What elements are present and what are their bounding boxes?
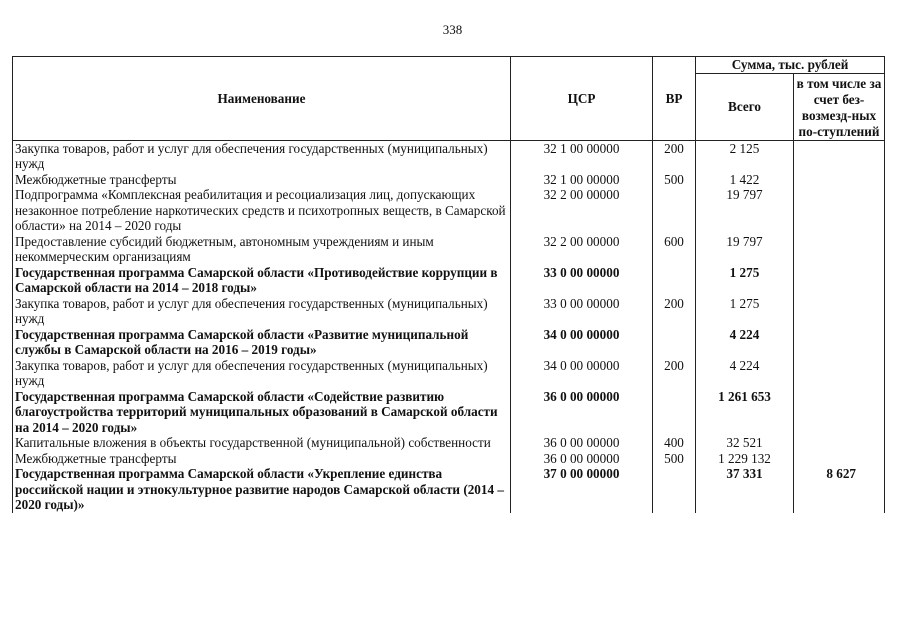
cell-name: Государственная программа Самарской области «Укрепление единства российской нации и этнокультурное развитие народов Самарской области (2014 – 2020 годы)» bbox=[13, 466, 511, 513]
cell-total: 1 261 653 bbox=[696, 389, 794, 436]
cell-free bbox=[794, 435, 885, 451]
cell-free bbox=[794, 265, 885, 296]
cell-free bbox=[794, 172, 885, 188]
header-name: Наименование bbox=[13, 57, 511, 141]
cell-csr: 32 1 00 00000 bbox=[511, 140, 653, 172]
table-row bbox=[13, 435, 885, 451]
cell-total: 32 521 bbox=[696, 435, 794, 451]
cell-name: Государственная программа Самарской области «Содействие развитию благоустройства территорий муниципальных образований в Самарской области на 2014 – 2020 годы» bbox=[13, 389, 511, 436]
cell-total: 1 275 bbox=[696, 265, 794, 296]
page-number: 338 bbox=[442, 22, 463, 37]
cell-vr bbox=[653, 265, 696, 296]
cell-total: 2 125 bbox=[696, 140, 794, 172]
cell-csr: 33 0 00 00000 bbox=[511, 265, 653, 296]
header-sum-group: Сумма, тыс. рублей bbox=[696, 57, 885, 74]
cell-csr: 32 2 00 00000 bbox=[511, 234, 653, 265]
cell-vr: 500 bbox=[653, 172, 696, 188]
cell-name: Межбюджетные трансферты bbox=[13, 172, 511, 188]
cell-free bbox=[794, 296, 885, 327]
table-row bbox=[13, 187, 885, 234]
cell-total: 37 331 bbox=[696, 466, 794, 513]
cell-name: Государственная программа Самарской области «Противодействие коррупции в Самарской области на 2014 – 2018 годы» bbox=[13, 265, 511, 296]
cell-free bbox=[794, 389, 885, 436]
cell-free bbox=[794, 358, 885, 389]
cell-vr: 600 bbox=[653, 234, 696, 265]
header-total: Всего bbox=[696, 73, 794, 140]
cell-csr: 36 0 00 00000 bbox=[511, 451, 653, 467]
cell-vr bbox=[653, 389, 696, 436]
cell-csr: 34 0 00 00000 bbox=[511, 327, 653, 358]
cell-name: Закупка товаров, работ и услуг для обеспечения государственных (муниципальных) нужд bbox=[13, 140, 511, 172]
cell-free bbox=[794, 451, 885, 467]
cell-total: 19 797 bbox=[696, 187, 794, 234]
cell-total: 1 422 bbox=[696, 172, 794, 188]
cell-csr: 36 0 00 00000 bbox=[511, 389, 653, 436]
cell-total: 19 797 bbox=[696, 234, 794, 265]
header-free: в том числе за счет без-возмезд-ных по-ступлений bbox=[794, 73, 885, 140]
table-row bbox=[13, 389, 885, 436]
cell-free bbox=[794, 140, 885, 172]
cell-free bbox=[794, 187, 885, 234]
cell-name: Закупка товаров, работ и услуг для обеспечения государственных (муниципальных) нужд bbox=[13, 358, 511, 389]
cell-total: 1 275 bbox=[696, 296, 794, 327]
cell-free: 8 627 bbox=[794, 466, 885, 513]
table-row bbox=[13, 234, 885, 265]
cell-vr: 200 bbox=[653, 358, 696, 389]
budget-table bbox=[12, 56, 885, 513]
table-row bbox=[13, 172, 885, 188]
table-row bbox=[13, 265, 885, 296]
cell-name: Предоставление субсидий бюджетным, автономным учреждениям и иным некоммерческим организациям bbox=[13, 234, 511, 265]
header-csr: ЦСР bbox=[511, 57, 653, 141]
cell-vr: 500 bbox=[653, 451, 696, 467]
cell-vr: 400 bbox=[653, 435, 696, 451]
cell-free bbox=[794, 327, 885, 358]
table-row bbox=[13, 466, 885, 513]
cell-name: Закупка товаров, работ и услуг для обеспечения государственных (муниципальных) нужд bbox=[13, 296, 511, 327]
cell-name: Государственная программа Самарской области «Развитие муниципальной службы в Самарской области на 2016 – 2019 годы» bbox=[13, 327, 511, 358]
cell-name: Капитальные вложения в объекты государственной (муниципальной) собственности bbox=[13, 435, 511, 451]
cell-name: Межбюджетные трансферты bbox=[13, 451, 511, 467]
table-body bbox=[13, 140, 885, 513]
cell-name: Подпрограмма «Комплексная реабилитация и ресоциализация лиц, допускающих незаконное потребление наркотических средств и психотропных веществ, в Самарской области» на 2014 – 2020 годы bbox=[13, 187, 511, 234]
table-row bbox=[13, 358, 885, 389]
cell-total: 1 229 132 bbox=[696, 451, 794, 467]
cell-vr bbox=[653, 327, 696, 358]
cell-free bbox=[794, 234, 885, 265]
cell-vr: 200 bbox=[653, 296, 696, 327]
table-row bbox=[13, 296, 885, 327]
table-row bbox=[13, 451, 885, 467]
cell-total: 4 224 bbox=[696, 358, 794, 389]
table-header bbox=[13, 57, 885, 141]
cell-csr: 32 1 00 00000 bbox=[511, 172, 653, 188]
header-vr: ВР bbox=[653, 57, 696, 141]
cell-vr: 200 bbox=[653, 140, 696, 172]
cell-vr bbox=[653, 466, 696, 513]
cell-total: 4 224 bbox=[696, 327, 794, 358]
cell-csr: 33 0 00 00000 bbox=[511, 296, 653, 327]
table-row bbox=[13, 140, 885, 172]
cell-csr: 32 2 00 00000 bbox=[511, 187, 653, 234]
table-row bbox=[13, 327, 885, 358]
cell-vr bbox=[653, 187, 696, 234]
cell-csr: 37 0 00 00000 bbox=[511, 466, 653, 513]
cell-csr: 34 0 00 00000 bbox=[511, 358, 653, 389]
cell-csr: 36 0 00 00000 bbox=[511, 435, 653, 451]
